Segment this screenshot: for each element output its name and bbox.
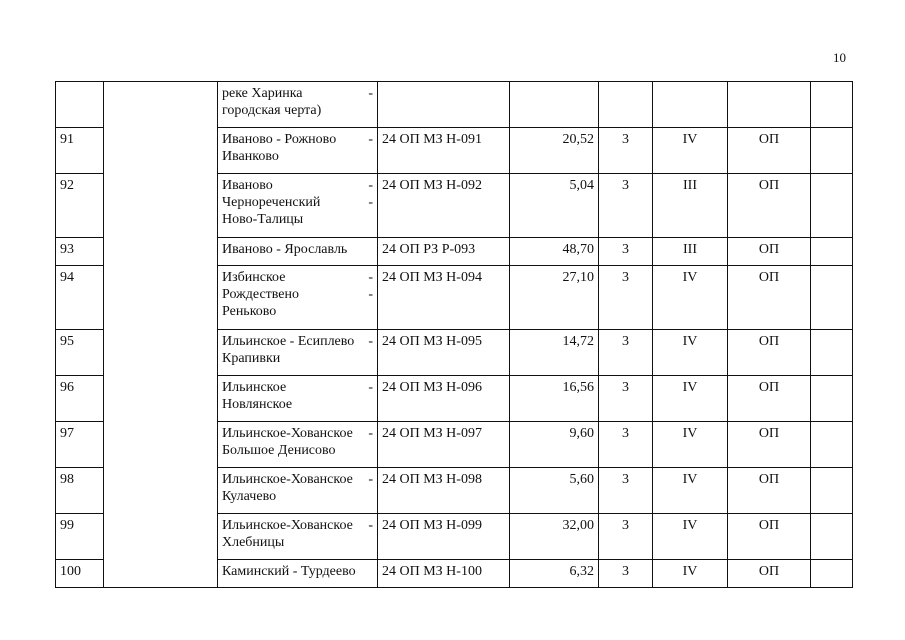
road-length: 6,32 <box>510 560 599 588</box>
road-category: III <box>653 238 728 266</box>
road-name-text: Реньково <box>222 304 277 319</box>
road-type: ОП <box>728 266 811 330</box>
road-type: ОП <box>728 376 811 422</box>
road-category: IV <box>653 376 728 422</box>
road-name-line <box>222 563 373 580</box>
road-code <box>378 82 510 128</box>
road-category: IV <box>653 128 728 174</box>
road-name-line <box>222 211 373 228</box>
road-length: 32,00 <box>510 514 599 560</box>
road-name-text: Избинское <box>222 270 286 285</box>
empty-cell <box>811 174 853 238</box>
road-code: 24 ОП МЗ Н-100 <box>378 560 510 588</box>
road-category <box>653 82 728 128</box>
road-name-dash: - <box>368 380 373 395</box>
road-lanes: 3 <box>599 514 653 560</box>
empty-cell <box>811 266 853 330</box>
road-name-text: Ильинское-Хованское <box>222 426 353 441</box>
merged-empty-column <box>104 82 218 588</box>
road-name <box>218 128 378 174</box>
road-lanes: 3 <box>599 174 653 238</box>
road-type <box>728 82 811 128</box>
row-number <box>56 82 104 128</box>
empty-cell <box>811 468 853 514</box>
road-lanes <box>599 82 653 128</box>
road-lanes: 3 <box>599 376 653 422</box>
road-name-line <box>222 177 373 194</box>
road-name-line <box>222 85 373 102</box>
road-code: 24 ОП МЗ Н-092 <box>378 174 510 238</box>
road-name-line <box>222 333 373 350</box>
road-name <box>218 514 378 560</box>
road-name-text: Кулачево <box>222 489 277 504</box>
road-name-text: Большое Денисово <box>222 443 336 458</box>
road-name-line <box>222 269 373 286</box>
road-type: ОП <box>728 128 811 174</box>
road-name-text: городская черта) <box>222 103 322 118</box>
road-name-text: Рождествено <box>222 287 300 302</box>
road-name <box>218 266 378 330</box>
road-name-line <box>222 396 373 413</box>
road-name-text: Иванково <box>222 149 279 164</box>
road-name <box>218 468 378 514</box>
road-name-line <box>222 148 373 165</box>
road-name <box>218 560 378 588</box>
road-code: 24 ОП МЗ Н-098 <box>378 468 510 514</box>
empty-cell <box>811 560 853 588</box>
road-lanes: 3 <box>599 422 653 468</box>
road-name-line <box>222 194 373 211</box>
road-length: 16,56 <box>510 376 599 422</box>
road-type: ОП <box>728 514 811 560</box>
road-length: 48,70 <box>510 238 599 266</box>
road-name-text: Иваново - Ярославль <box>222 242 348 257</box>
road-code: 24 ОП РЗ Р-093 <box>378 238 510 266</box>
road-name-dash: - <box>368 270 373 285</box>
road-category: IV <box>653 514 728 560</box>
road-category: IV <box>653 330 728 376</box>
road-code: 24 ОП МЗ Н-096 <box>378 376 510 422</box>
row-number: 93 <box>56 238 104 266</box>
row-number: 92 <box>56 174 104 238</box>
road-name-line <box>222 517 373 534</box>
road-name-text: Ильинское - Есиплево <box>222 334 355 349</box>
road-category: IV <box>653 468 728 514</box>
road-name-dash: - <box>368 132 373 147</box>
road-length: 5,04 <box>510 174 599 238</box>
road-name-text: Ново-Талицы <box>222 212 304 227</box>
road-lanes: 3 <box>599 330 653 376</box>
road-length: 27,10 <box>510 266 599 330</box>
road-name-line <box>222 534 373 551</box>
row-number: 97 <box>56 422 104 468</box>
road-lanes: 3 <box>599 468 653 514</box>
road-name-text: Ильинское-Хованское <box>222 518 353 533</box>
road-name <box>218 422 378 468</box>
page-number: 10 <box>833 50 846 65</box>
row-number: 96 <box>56 376 104 422</box>
road-type: ОП <box>728 560 811 588</box>
road-code: 24 ОП МЗ Н-091 <box>378 128 510 174</box>
road-name-text: Ильинское <box>222 380 287 395</box>
road-name <box>218 174 378 238</box>
road-name-line <box>222 488 373 505</box>
road-type: ОП <box>728 330 811 376</box>
road-code: 24 ОП МЗ Н-099 <box>378 514 510 560</box>
road-code: 24 ОП МЗ Н-095 <box>378 330 510 376</box>
road-length: 14,72 <box>510 330 599 376</box>
road-name-dash: - <box>368 195 373 210</box>
road-name-text: Каминский - Турдеево <box>222 564 356 579</box>
road-lanes: 3 <box>599 560 653 588</box>
road-length: 9,60 <box>510 422 599 468</box>
road-category: IV <box>653 266 728 330</box>
road-name-dash: - <box>368 178 373 193</box>
row-number: 99 <box>56 514 104 560</box>
road-name-text: Ильинское-Хованское <box>222 472 353 487</box>
road-lanes: 3 <box>599 266 653 330</box>
road-name-text: Крапивки <box>222 351 281 366</box>
road-name-line <box>222 102 373 119</box>
row-number: 94 <box>56 266 104 330</box>
road-length: 20,52 <box>510 128 599 174</box>
road-name <box>218 376 378 422</box>
row-number: 95 <box>56 330 104 376</box>
road-type: ОП <box>728 238 811 266</box>
row-number: 100 <box>56 560 104 588</box>
road-category: IV <box>653 422 728 468</box>
road-name-text: Новлянское <box>222 397 293 412</box>
road-name-dash: - <box>368 472 373 487</box>
road-name-line <box>222 379 373 396</box>
road-category: III <box>653 174 728 238</box>
road-length: 5,60 <box>510 468 599 514</box>
roads-table <box>55 81 853 588</box>
road-name-dash: - <box>368 334 373 349</box>
road-length <box>510 82 599 128</box>
road-name <box>218 82 378 128</box>
empty-cell <box>811 330 853 376</box>
road-name-text: Иваново - Рожново <box>222 132 337 147</box>
road-name-line <box>222 442 373 459</box>
road-name-line <box>222 303 373 320</box>
road-type: ОП <box>728 422 811 468</box>
table-row <box>56 82 853 128</box>
row-number: 91 <box>56 128 104 174</box>
road-name-line <box>222 131 373 148</box>
empty-cell <box>811 376 853 422</box>
road-name-dash: - <box>368 287 373 302</box>
row-number: 98 <box>56 468 104 514</box>
empty-cell <box>811 128 853 174</box>
road-name-text: реке Харинка <box>222 86 303 101</box>
road-lanes: 3 <box>599 128 653 174</box>
road-category: IV <box>653 560 728 588</box>
road-lanes: 3 <box>599 238 653 266</box>
empty-cell <box>811 238 853 266</box>
road-name-text: Иваново <box>222 178 273 193</box>
road-name <box>218 330 378 376</box>
road-name <box>218 238 378 266</box>
road-name-line <box>222 425 373 442</box>
road-name-text: Чернореченский <box>222 195 321 210</box>
road-name-line <box>222 471 373 488</box>
road-type: ОП <box>728 468 811 514</box>
road-code: 24 ОП МЗ Н-094 <box>378 266 510 330</box>
road-type: ОП <box>728 174 811 238</box>
road-name-line <box>222 350 373 367</box>
road-code: 24 ОП МЗ Н-097 <box>378 422 510 468</box>
empty-cell <box>811 514 853 560</box>
road-name-line <box>222 241 373 258</box>
road-name-line <box>222 286 373 303</box>
empty-cell <box>811 422 853 468</box>
road-name-dash: - <box>368 518 373 533</box>
road-name-dash: - <box>368 86 373 101</box>
road-name-text: Хлебницы <box>222 535 285 550</box>
road-name-dash: - <box>368 426 373 441</box>
empty-cell <box>811 82 853 128</box>
